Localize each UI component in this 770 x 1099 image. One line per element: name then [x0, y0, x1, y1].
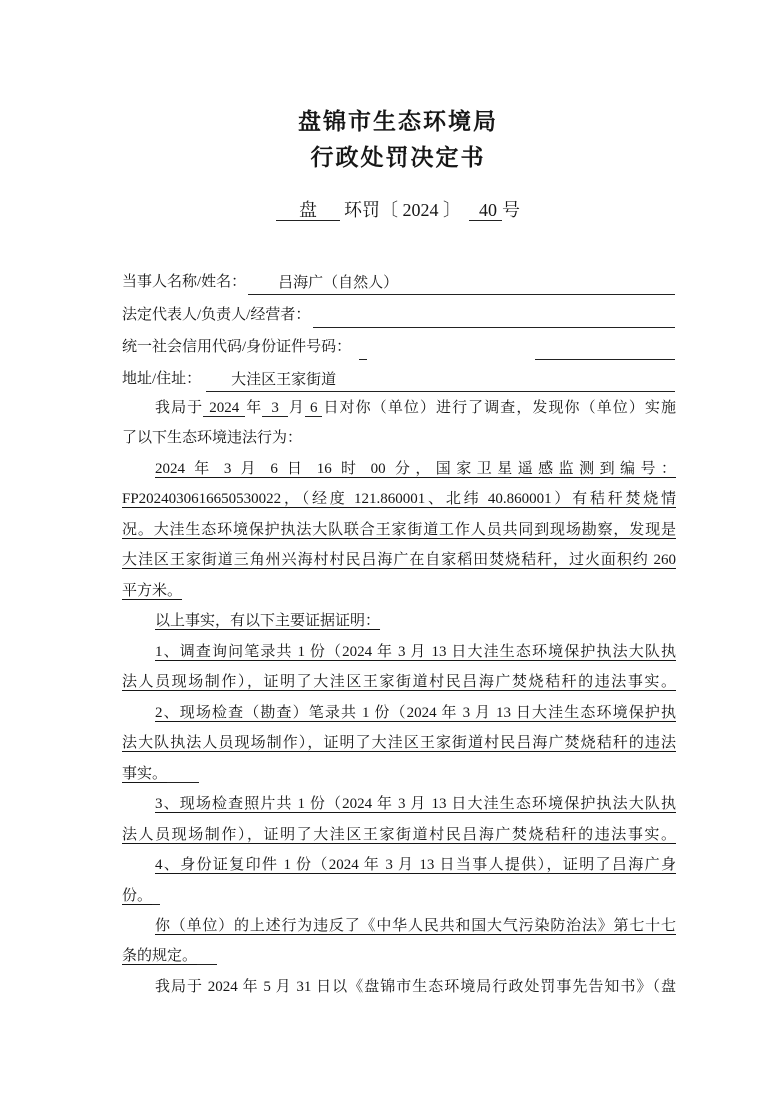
intro-text: 年 [245, 400, 263, 416]
evidence-intro-text: 以上事实，有以下主要证据证明： [155, 613, 381, 630]
facts-line-last [122, 576, 676, 606]
document-type-title: 行政处罚决定书 [310, 145, 486, 171]
facts-line: 2024 年 3 月 6 日 16 时 00 分，国家卫星遥感监测到编号： [155, 460, 676, 477]
field-value [535, 337, 675, 360]
violation-line: 你（单位）的上述行为违反了《中华人民共和国大气污染防治法》第七十七 [155, 917, 676, 934]
evidence-3-line: 3、现场检查照片共 1 份（2024 年 3 月 13 日大洼生态环境保护执法大队执 [155, 796, 676, 813]
field-label: 法定代表人/负责人/经营者： [122, 306, 311, 323]
document-header [122, 104, 674, 176]
violation-text: 条的规定。 [122, 948, 198, 965]
field-value: 大洼区王家街道 [206, 369, 675, 392]
intro-line-2: 了以下生态环境违法行为： [122, 430, 303, 447]
evidence-2-line: 法大队执法人员现场制作），证明了大洼区王家街道村民吕海广焚烧秸秆的违法 [122, 735, 676, 752]
doc-number-suffix: 号 [502, 200, 520, 220]
party-fields [122, 264, 675, 393]
evidence-3-line: 法人员现场制作），证明了大洼区王家街道村民吕海广焚烧秸秆的违法事实。 [122, 826, 676, 843]
evidence-2-line-last [122, 759, 676, 789]
evidence-4-line-last [122, 881, 676, 911]
field-value: 吕海广（自然人） [248, 272, 675, 295]
field-label: 地址/住址： [122, 371, 202, 388]
evidence-1-line: 法人员现场制作），证明了大洼区王家街道村民吕海广焚烧秸秆的违法事实。 [122, 674, 676, 691]
underline-tail [152, 894, 160, 905]
document-number [122, 195, 674, 225]
evidence-4-line: 4、身份证复印件 1 份（2024 年 3 月 13 日当事人提供），证明了吕海广身 [155, 857, 676, 874]
field-blank-short [359, 337, 367, 360]
doc-number-middle: 环罚〔 2024 〕 [344, 200, 461, 220]
evidence-4-text: 份。 [122, 887, 153, 904]
intro-text: 日对你（单位）进行了调查，发现你（单位）实施 [322, 400, 676, 416]
document-body [122, 393, 676, 1002]
issuing-authority-title: 盘锦市生态环境局 [298, 109, 498, 135]
investigation-year: 2024 [203, 400, 245, 417]
facts-line: 况。大洼生态环境保护执法大队联合王家街道工作人员共同到现场勘察，发现是 [122, 521, 676, 538]
violation-line-last [122, 941, 676, 971]
underline-tail [167, 772, 199, 783]
field-party-name [122, 264, 675, 296]
underline-tail [197, 954, 217, 965]
doc-number-value: 40 [469, 200, 502, 221]
evidence-intro [122, 606, 676, 636]
field-legal-representative [122, 296, 675, 328]
doc-number-prefix: 盘 [276, 200, 340, 221]
field-credit-code [122, 329, 675, 361]
evidence-2-text: 事实。 [122, 765, 168, 782]
investigation-month: 3 [262, 400, 288, 417]
facts-line-text: 平方米。 [122, 582, 183, 599]
field-value [313, 305, 675, 328]
evidence-1-line: 1、调查询问笔录共 1 份（2024 年 3 月 13 日大洼生态环境保护执法大队执 [155, 643, 676, 660]
investigation-day: 6 [305, 400, 323, 417]
intro-text: 月 [287, 400, 305, 416]
field-label: 统一社会信用代码/身份证件号码： [122, 338, 352, 355]
intro-line-1 [122, 393, 676, 423]
field-address [122, 361, 675, 393]
evidence-2-line: 2、现场检查（勘查）笔录共 1 份（2024 年 3 月 13 日大洼生态环境保护执 [155, 704, 676, 721]
facts-line: FP2024030616650530022，（经度 121.860001、北纬 40.860001）有秸秆焚烧情 [122, 491, 676, 508]
facts-line: 大洼区王家街道三角州兴海村村民吕海广在自家稻田焚烧秸秆，过火面积约 260 [122, 552, 676, 569]
notice-line: 我局于 2024 年 5 月 31 日以《盘锦市生态环境局行政处罚事先告知书》（盘 [155, 978, 676, 995]
intro-text: 我局于 [155, 400, 204, 416]
field-label: 当事人名称/姓名： [122, 274, 247, 291]
